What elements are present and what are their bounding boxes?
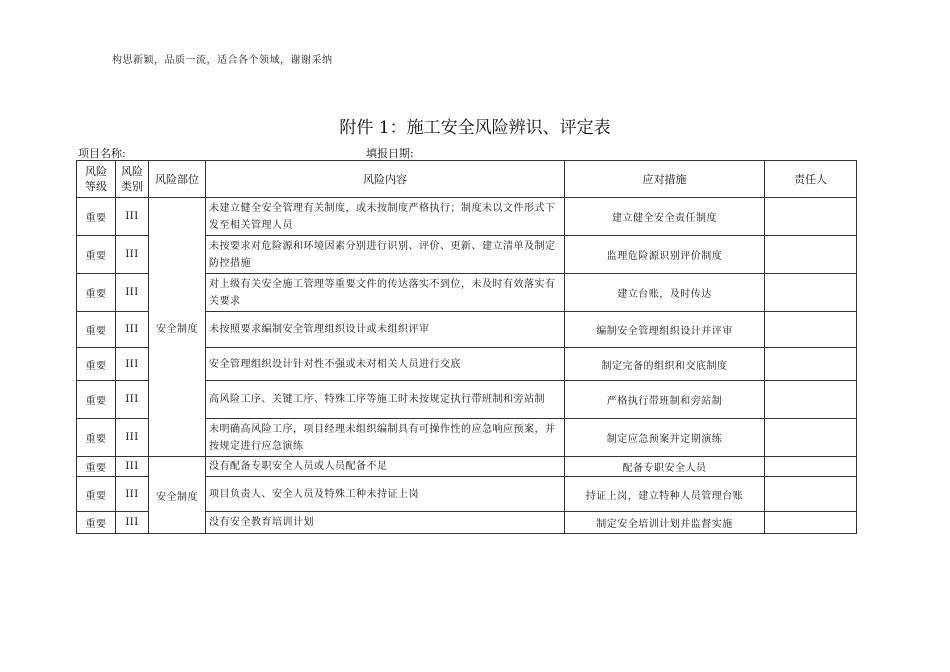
risk-level-cell: 重要 [77, 348, 116, 381]
header-risk-category: 风险类别 [116, 161, 149, 198]
risk-content-cell: 项目负责人、安全人员及特殊工种未持证上岗 [206, 477, 565, 512]
risk-category-cell: III [116, 512, 149, 534]
measure-cell: 制定完备的组织和交底制度 [565, 348, 765, 381]
risk-category-cell: III [116, 348, 149, 381]
risk-category-cell: III [116, 198, 149, 236]
measure-cell: 严格执行带班制和旁站制 [565, 381, 765, 419]
table-row [77, 457, 857, 477]
header-risk-part: 风险部位 [149, 161, 206, 198]
risk-content-cell: 未按要求对危险源和环境因素分别进行识别、评价、更新、建立清单及制定防控措施 [206, 236, 565, 274]
risk-category-cell: III [116, 457, 149, 477]
risk-level-cell: 重要 [77, 419, 116, 457]
table-row [77, 198, 857, 236]
risk-part-cell: 安全制度 [149, 198, 206, 457]
risk-part-cell: 安全制度 [149, 457, 206, 534]
risk-content-cell: 对上级有关安全施工管理等重要文件的传达落实不到位，未及时有效落实有关要求 [206, 274, 565, 312]
report-date-label: 填报日期: [366, 147, 414, 160]
risk-level-cell: 重要 [77, 457, 116, 477]
header-owner: 责任人 [765, 161, 857, 198]
header-risk-content: 风险内容 [206, 161, 565, 198]
measure-cell: 制定安全培训计划并监督实施 [565, 512, 765, 534]
risk-content-cell: 未明确高风险工序，项目经理未组织编制具有可操作性的应急响应预案，并按规定进行应急演练 [206, 419, 565, 457]
risk-level-cell: 重要 [77, 198, 116, 236]
measure-cell: 持证上岗，建立特种人员管理台账 [565, 477, 765, 512]
risk-content-cell: 没有安全教育培训计划 [206, 512, 565, 534]
risk-level-cell: 重要 [77, 512, 116, 534]
risk-category-cell: III [116, 236, 149, 274]
risk-category-cell: III [116, 477, 149, 512]
table-header-row [77, 161, 857, 198]
risk-content-cell: 安全管理组织设计针对性不强或未对相关人员进行交底 [206, 348, 565, 381]
risk-category-cell: III [116, 274, 149, 312]
owner-cell[interactable] [765, 477, 857, 512]
page-tagline: 构思新颖，品质一流，适合各个领域，谢谢采纳 [112, 55, 333, 66]
risk-category-cell: III [116, 381, 149, 419]
measure-cell: 制定应急预案并定期演练 [565, 419, 765, 457]
owner-cell[interactable] [765, 274, 857, 312]
owner-cell[interactable] [765, 512, 857, 534]
risk-level-cell: 重要 [77, 236, 116, 274]
project-name-label: 项目名称: [78, 147, 126, 160]
owner-cell[interactable] [765, 381, 857, 419]
risk-content-cell: 未建立健全安全管理有关制度，或未按制度严格执行；制度未以文件形式下发至相关管理人员 [206, 198, 565, 236]
owner-cell[interactable] [765, 312, 857, 348]
risk-category-cell: III [116, 419, 149, 457]
risk-level-cell: 重要 [77, 312, 116, 348]
risk-assessment-table [76, 160, 857, 534]
owner-cell[interactable] [765, 348, 857, 381]
owner-cell[interactable] [765, 236, 857, 274]
measure-cell: 建立健全安全责任制度 [565, 198, 765, 236]
risk-content-cell: 没有配备专职安全人员或人员配备不足 [206, 457, 565, 477]
owner-cell[interactable] [765, 419, 857, 457]
measure-cell: 编制安全管理组织设计并评审 [565, 312, 765, 348]
risk-level-cell: 重要 [77, 381, 116, 419]
risk-level-cell: 重要 [77, 274, 116, 312]
owner-cell[interactable] [765, 457, 857, 477]
measure-cell: 建立台账，及时传达 [565, 274, 765, 312]
measure-cell: 配备专职安全人员 [565, 457, 765, 477]
document-title: 附件 1：施工安全风险辨识、评定表 [339, 118, 611, 138]
risk-content-cell: 未按照要求编制安全管理组织设计或未组织评审 [206, 312, 565, 348]
header-measure: 应对措施 [565, 161, 765, 198]
owner-cell[interactable] [765, 198, 857, 236]
measure-cell: 监理危险源识别评价制度 [565, 236, 765, 274]
risk-content-cell: 高风险工序、关键工序、特殊工序等施工时未按规定执行带班制和旁站制 [206, 381, 565, 419]
risk-category-cell: III [116, 312, 149, 348]
header-risk-level: 风险等级 [77, 161, 116, 198]
risk-level-cell: 重要 [77, 477, 116, 512]
